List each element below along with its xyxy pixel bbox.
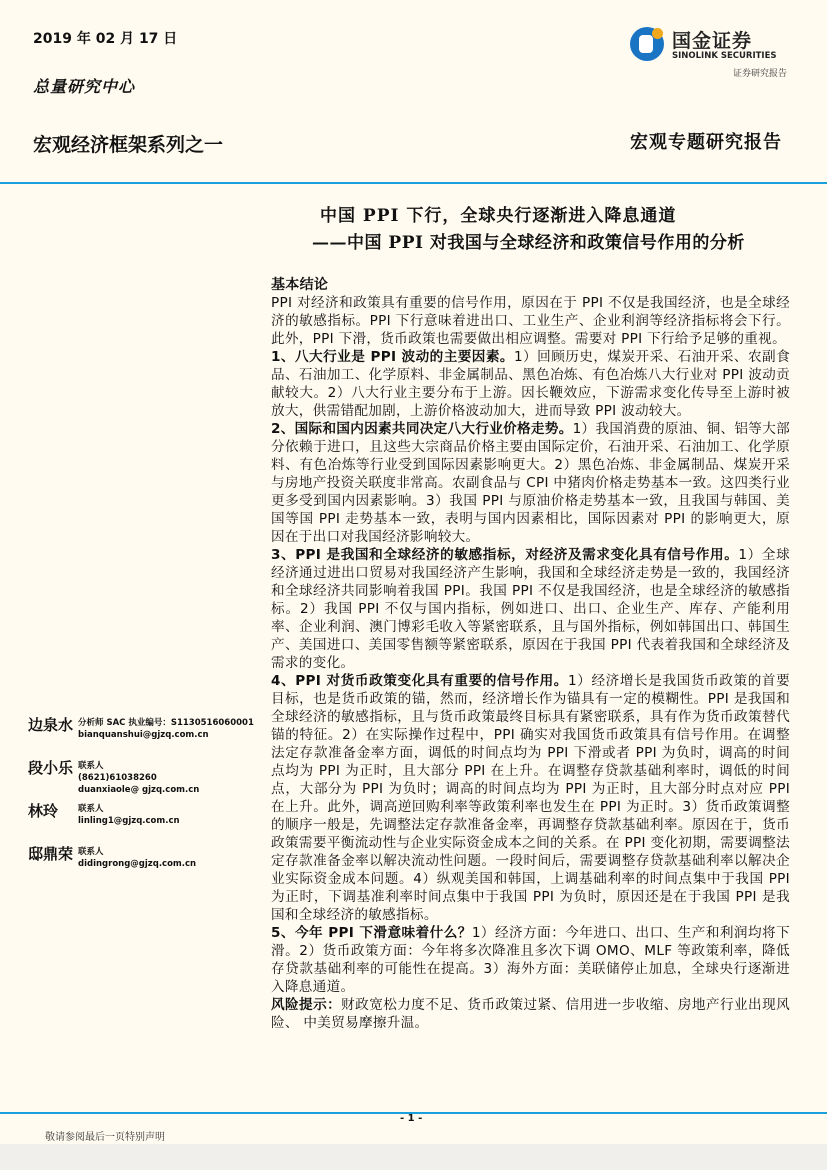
summary-heading: 基本结论 xyxy=(271,277,329,293)
summary-point xyxy=(271,348,790,420)
analyst xyxy=(28,843,258,870)
point-lead: 2、国际和国内因素共同决定八大行业价格走势。 xyxy=(271,421,573,437)
point-text: 1）我国消费的原油、铜、铝等大部分依赖于进口，且这些大宗商品价格主要由国际定价，石油开采、石油加工、化学原料、有色冶炼等行业受到国际因素影响更大。2）黑色冶炼、非金属制品、煤炭开采与房地产投资关联度非常高。农副食品与 CPI 中猪肉价格走势基本一致。这四类行业更多受到国内因素影响。3）我国 PPI 与原油价格走势基本一致，且我国与韩国、美国等国 PPI 走势基本一致，表明与国内因素相比，国际因素对 PPI 的影响更大，原因在于出口对我国经济影响较大。 xyxy=(271,421,790,545)
report-type: 宏观专题研究报告 xyxy=(630,132,782,153)
analyst-name: 段小乐 xyxy=(28,759,74,777)
point-lead: 1、八大行业是 PPI 波动的主要因素。 xyxy=(271,349,514,365)
header-divider xyxy=(0,182,827,184)
analyst xyxy=(28,800,258,827)
point-text: 1）回顾历史，煤炭开采、石油开采、农副食品、石油加工、化学原料、非金属制品、黑色冶炼、有色冶炼八大行业对 PPI 波动贡献较大。2）八大行业主要分布于上游。因长鞭效应，下游需求变化传导至上游时被放大，供需错配加剧，上游价格波动加大，进而导致 PPI 波动较大。 xyxy=(271,349,790,419)
report-subtitle: ——中国 PPI 对我国与全球经济和政策信号作用的分析 xyxy=(312,233,745,253)
series-name: 宏观经济框架系列之一 xyxy=(33,134,224,156)
page-number: - 1 - xyxy=(400,1113,423,1124)
logo-en: SINOLINK SECURITIES xyxy=(672,51,777,61)
point-text: 1）全球经济通过进出口贸易对我国经济产生影响，我国和全球经济走势是一致的，我国经济和全球经济共同影响着我国 PPI。我国 PPI 不仅是我国经济，也是全球经济的敏感指标。2）我国 PPI 不仅与国内指标，例如进口、出口、企业生产、库存、产能利用率、企业利润、澳门博彩毛收入等紧密联系，且与国外指标，例如韩国出口、韩国生产、美国进口、美国零售额等紧密联系，原因在于我国 PPI 代表着我国和全球经济及需求的变化。 xyxy=(271,547,790,671)
summary-point xyxy=(271,420,790,546)
sinolink-logo xyxy=(630,26,788,64)
summary-point xyxy=(271,924,790,996)
analyst-name: 邸鼎荣 xyxy=(28,845,74,863)
analyst-email[interactable]: duanxiaole@ gjzq.com.cn xyxy=(78,785,200,795)
analyst-role: 联系人 xyxy=(78,761,104,771)
analyst xyxy=(28,757,258,796)
summary-intro: PPI 对经济和政策具有重要的信号作用，原因在于 PPI 不仅是我国经济，也是全球经济的敏感指标。PPI 下行意味着进出口、工业生产、企业利润等经济指标将会下行。此外，PPI 下滑，货币政策也需要做出相应调整。需要对 PPI 下行给予足够的重视。 xyxy=(271,295,790,347)
point-text: 1）经济增长是我国货币政策的首要目标，也是货币政策的锚，然而，经济增长作为锚具有一定的模糊性。PPI 是我国和全球经济的敏感指标，且与货币政策最终目标具有紧密联系，具有作为货币政策替代锚的特征。2）在实际操作过程中，PPI 确实对我国货币政策具有信号作用。在调整法定存款准备金率方面，调低的时间点均为 PPI 下滑或者 PPI 为负时，调高的时间点均为 PPI 为正时，且大部分 PPI 在上升。在调整存贷款基础利率时，调低的时间点，大部分为 PPI 为负时；调高的时间点均为 PPI 为正时，且大部分时点对应 PPI 在上升。此外，调高逆回购利率等政策利率也发生在 PPI 为正时。3）货币政策调整的顺序一般是，先调整法定存款准备金率，再调整存贷款基础利率。原因在于，货币政策需要平衡流动性与企业实际资金成本之间的关系。在 PPI 变化初期，需要调整法定存款准备金率以解决流动性问题。一段时间后，需要调整存贷款基础利率以解决企业实际资金成本问题。4）纵观美国和韩国，上调基础利率的时间点集中于我国 PPI 为正时，下调基准利率时间点集中于我国 PPI 为负时，原因还是在于我国 PPI 是我国和全球经济的敏感指标。 xyxy=(271,673,790,923)
logo-subtitle: 证券研究报告 xyxy=(732,69,787,79)
logo-dot-icon xyxy=(652,28,663,39)
report-title: 中国 PPI 下行，全球央行逐渐进入降息通道 xyxy=(320,206,677,226)
point-text: 财政宽松力度不足、货币政策过紧、信用进一步收缩、房地产行业出现风险、 中美贸易摩擦升温。 xyxy=(271,997,790,1031)
analyst-email[interactable]: bianquanshui@gjzq.com.cn xyxy=(78,730,209,740)
point-lead: 4、PPI 对货币政策变化具有重要的信号作用。 xyxy=(271,673,568,689)
summary-point xyxy=(271,546,790,672)
risk-warning xyxy=(271,996,790,1032)
analyst-role: 联系人 xyxy=(78,804,104,814)
analyst-role: 联系人 xyxy=(78,847,104,857)
analyst-role: 分析师 SAC 执业编号：S1130516060001 xyxy=(78,718,254,728)
logo-cn: 国金证券 xyxy=(672,30,753,52)
analyst-phone: (8621)61038260 xyxy=(78,773,157,783)
analyst-list xyxy=(28,714,258,880)
disclaimer-note: 敬请参阅最后一页特别声明 xyxy=(45,1132,165,1143)
point-lead: 风险提示： xyxy=(271,997,342,1013)
department: 总量研究中心 xyxy=(33,77,136,96)
analyst-name: 边泉水 xyxy=(28,716,74,734)
summary-body xyxy=(271,276,790,1032)
report-date: 2019 年 02 月 17 日 xyxy=(33,31,178,47)
point-lead: 3、PPI 是我国和全球经济的敏感指标，对经济及需求变化具有信号作用。 xyxy=(271,547,739,563)
analyst-email[interactable]: linling1@gjzq.com.cn xyxy=(78,816,180,826)
point-lead: 5、今年 PPI 下滑意味着什么？ xyxy=(271,925,472,941)
analyst xyxy=(28,714,258,741)
analyst-name: 林玲 xyxy=(28,802,59,820)
summary-point xyxy=(271,672,790,924)
point-text: 1）经济方面：今年进口、出口、生产和利润均将下滑。2）货币政策方面：今年将多次降准且多次下调 OMO、MLF 等政策利率，降低存贷款基础利率的可能性在提高。3）海外方面：美联储停止加息，全球央行逐渐进入降息通道。 xyxy=(271,925,790,995)
analyst-email[interactable]: didingrong@gjzq.com.cn xyxy=(78,859,197,869)
